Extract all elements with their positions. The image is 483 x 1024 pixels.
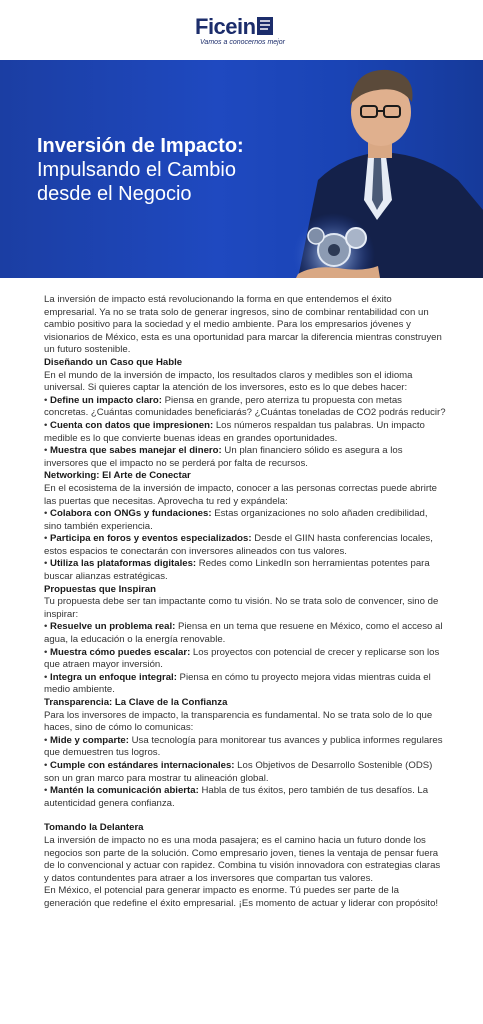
list-item: • Cuenta con datos que impresionen: Los números respaldan tus palabras. Un impacto medible es lo que convierte buenas ideas en grandes oportunidades.: [44, 419, 425, 444]
hero-title: [37, 134, 244, 206]
list-item: • Utiliza las plataformas digitales: Redes como LinkedIn son herramientas potentes para buscar alianzas estratégicas.: [44, 558, 430, 583]
section-intro: Para los inversores de impacto, la transparencia es fundamental. No se trata solo de lo que haces, sino de cómo lo comunicas:: [44, 709, 433, 734]
ficein-logo[interactable]: [195, 14, 285, 46]
closing-paragraph-2: En México, el potencial para generar impacto es enorme. Tú puedes ser parte de la generación que redefine el éxito empresarial. ¡Es momento de actuar y liderar con propósito!: [44, 885, 439, 909]
list-item: • Define un impacto claro: Piensa en grande, pero aterriza tu propuesta con metas concretas. ¿Cuántas comunidades beneficiarás? ¿Cuántas toneladas de CO2 podrás reducir?: [44, 394, 446, 419]
section-heading-transparencia: Transparencia: La Clave de la Confianza: [44, 697, 228, 708]
logo-tagline: Vamos a conocernos mejor: [200, 39, 285, 46]
section-intro: En el mundo de la inversión de impacto, los resultados claros y medibles son el idioma universal. Si quieres captar la atención de los inversores, esto es lo que debes hacer:: [44, 369, 413, 394]
list-item: • Mantén la comunicación abierta: Habla de tus éxitos, pero también de tus desafíos. La autenticidad genera confianza.: [44, 785, 429, 809]
section-heading-propuestas: Propuestas que Inspiran: [44, 583, 156, 595]
intro-paragraph: La inversión de impacto está revolucionando la forma en que entendemos el éxito empresarial. Ya no se trata solo de generar ingresos, sino de combinar rentabilidad con un cambio positivo para la sociedad y el medio ambiente. Para los empresarios jóvenes y visionarios de México, esta es una oportunidad para marcar la diferencia mientras construyen un futuro sostenible.: [44, 294, 442, 356]
section-heading-networking: Networking: El Arte de Conectar: [44, 470, 191, 482]
hero-banner: [0, 60, 483, 278]
list-item: • Cumple con estándares internacionales: Los Objetivos de Desarrollo Sostenible (ODS) son un gran marco para mostrar tu alineación global.: [44, 759, 433, 784]
section-spacer: [44, 810, 447, 822]
list-item: • Muestra que sabes manejar el dinero: Un plan financiero sólido es asegura a los inversores que el impacto no se perderá por falta de recursos.: [44, 445, 403, 469]
logo-flag-icon: [257, 17, 273, 35]
section-heading-delantera: Tomando la Delantera: [44, 822, 144, 834]
section-intro: En el ecosistema de la inversión de impacto, conocer a las personas correctas puede abrirte las puertas que necesitas. Aprovecha tu red y expándela:: [44, 482, 438, 507]
list-item: • Integra un enfoque integral: Piensa en cómo tu proyecto mejora vidas mientras cuida el medio ambiente.: [44, 671, 431, 696]
list-item: • Participa en foros y eventos especializados: Desde el GIIN hasta conferencias locales, estos espacios te conectarán con inversores alineados con tus valores.: [44, 533, 433, 557]
closing-paragraph: La inversión de impacto no es una moda pasajera; es el camino hacia un futuro donde los negocios son parte de la solución. Como empresario joven, tienes la ventaja de pensar fuera de lo convencional y actuar con rapidez. Combina tu visión innovadora con estrategias claras y datos contundentes para atraer a los inversores que compartan tus valores.: [44, 834, 441, 884]
hero-title-line3: desde el Negocio: [37, 183, 192, 205]
section-heading-caso: Diseñando un Caso que Hable: [44, 356, 183, 368]
list-item: • Muestra cómo puedes escalar: Los proyectos con potencial de crecer y replicarse son los que atraen mayor inversión.: [44, 646, 440, 671]
businessman-image: [268, 60, 483, 278]
list-item: • Mide y comparte: Usa tecnología para monitorear tus avances y publica informes regulares que demuestren tus logros.: [44, 734, 443, 759]
list-item: • Colabora con ONGs y fundaciones: Estas organizaciones no solo añaden credibilidad, sino también experiencia.: [44, 508, 428, 532]
article-body: [0, 278, 483, 911]
hero-title-line1: Inversión de Impacto:: [37, 135, 244, 157]
section-intro: Tu propuesta debe ser tan impactante como tu visión. No se trata solo de convencer, sino de inspirar:: [44, 596, 439, 620]
logo-wordmark: Ficein: [195, 14, 256, 39]
hero-title-line2: Impulsando el Cambio: [37, 159, 236, 181]
list-item: • Resuelve un problema real: Piensa en un tema que resuene en México, como el acceso al agua, la educación o la energía renovable.: [44, 621, 443, 646]
header: [0, 0, 483, 60]
